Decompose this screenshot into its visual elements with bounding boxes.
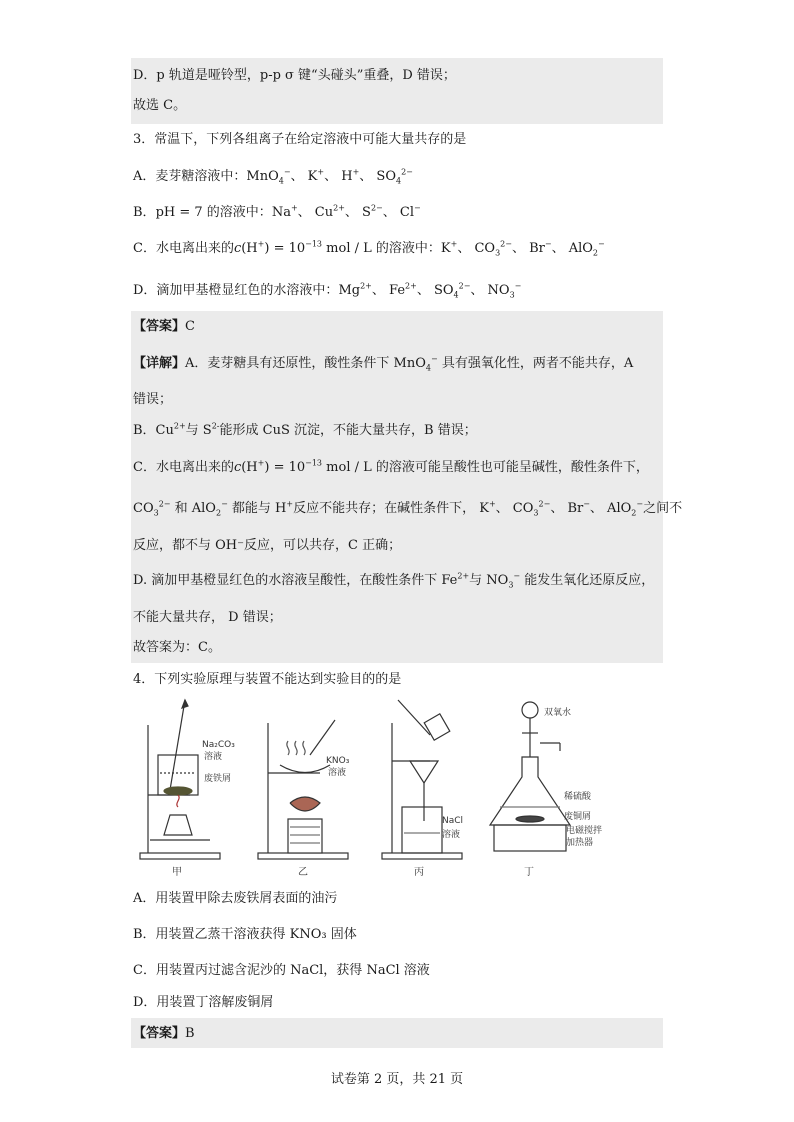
answer-value-q4: B (185, 1026, 195, 1041)
question-4-option-d: D．用装置丁溶解废铜屑 (133, 995, 274, 1010)
label-feitiexie: 废铁屑 (204, 774, 232, 784)
detail-d1-post: 能发生氧化还原反应， (524, 573, 655, 588)
detail-c-line-2: $CO_3^{2-}$ 和 AlO$_2$− 都能与 H+反应不能共存；在碱性条件下， K+、 $CO_3^{2-}$、 Br−、 AlO$_2$−之间不 (133, 499, 683, 518)
question-3-option-a: A．麦芽糖溶液中：MnO$_4$−、 K+、 H+、 $SO_4^{2-}$ (133, 167, 413, 186)
option-c-suffix: 的溶液中： (375, 241, 441, 256)
label-na2co3: Na₂CO₃ (202, 740, 235, 750)
label-jia: 甲 (172, 867, 182, 878)
detail-a-line-2: 错误； (133, 392, 173, 407)
detail-conclusion: 故答案为：C。 (133, 640, 221, 655)
detail-d-line-2: 不能大量共存， D 错误； (133, 610, 282, 625)
apparatus-figure (130, 695, 650, 880)
label-feitongxie: 废铜屑 (564, 812, 592, 822)
label-heater-2: 加热器 (566, 838, 594, 848)
option-a-prefix: A．麦芽糖溶液中： (133, 169, 247, 184)
answer-label: 【答案】 (133, 319, 186, 334)
answer-label-q4: 【答案】 (133, 1026, 186, 1041)
option-b-prefix: B． (133, 205, 156, 220)
label-heater-1: 电磁搅拌 (566, 826, 603, 836)
detail-a1-pre: A．麦芽糖具有还原性，酸性条件下 MnO (185, 356, 426, 371)
question-3-answer (133, 318, 195, 336)
question-3-option-c: C．水电离出来的$c(H^+) = 10^{-13}$ mol / L 的溶液中：K+、 $CO_3^{2-}$、 Br−、 AlO$_2$− (133, 239, 605, 258)
label-shuangyangshui: 双氧水 (544, 708, 572, 718)
detail-b: B．$Cu^{2+}$与 $S^{2-}$能形成 CuS 沉淀，不能大量共存，B 错误； (133, 421, 477, 438)
apparatus-ding (490, 702, 602, 878)
detail-c1-post: 的溶液可能呈酸性也可能呈碱性，酸性条件下， (375, 460, 649, 475)
detail-d1-pre: D. 滴加甲基橙显红色的水溶液呈酸性，在酸性条件下 Fe (133, 573, 458, 588)
detail-c2-end: 之间不 (643, 501, 683, 516)
question-3-stem: 3．常温下，下列各组离子在给定溶液中可能大量共存的是 (133, 132, 467, 147)
label-yi: 乙 (298, 867, 308, 878)
label-ding: 丁 (524, 867, 534, 878)
detail-label: 【详解】 (133, 356, 186, 371)
detail-a1-post: 具有强氧化性，两者不能共存，A (441, 356, 634, 371)
label-kno3: KNO₃ (326, 756, 350, 766)
detail-c2-mid: 都能与 H (231, 501, 287, 516)
question-3-option-d: D．滴加甲基橙显红色的水溶液中：$Mg^{2+}$、 $Fe^{2+}$、 $SO_4^{2-}$、 $NO_3^-$ (133, 281, 522, 300)
question-3-option-b: B．pH = 7 的溶液中：Na+、 $Cu^{2+}$、 $S^{2-}$、 Cl− (133, 203, 421, 220)
apparatus-bing (382, 700, 463, 878)
answer-value: C (185, 319, 195, 334)
answer-block-q4 (131, 1018, 663, 1048)
question-4-option-a: A．用装置甲除去废铁屑表面的油污 (133, 891, 338, 906)
detail-a-line-1: 【详解】A．麦芽糖具有还原性，酸性条件下 MnO$_4$− 具有强氧化性，两者不能共存，A (133, 354, 634, 373)
question-4-option-c: C．用装置丙过滤含泥沙的 NaCl，获得 NaCl 溶液 (133, 963, 430, 978)
option-d-prefix: D．滴加甲基橙显红色的水溶液中： (133, 283, 339, 298)
label-bing: 丙 (414, 867, 424, 878)
page-footer: 试卷第 2 页，共 21 页 (330, 1072, 464, 1087)
label-rongye-2: 溶液 (328, 768, 347, 778)
apparatus-yi (258, 720, 350, 878)
question-4-option-b: B．用装置乙蒸干溶液获得 KNO₃ 固体 (133, 927, 357, 942)
option-b-mid: 的溶液中： (206, 205, 272, 220)
detail-d1-mid: 与 NO (469, 573, 509, 588)
option-c-prefix: C．水电离出来的 (133, 241, 234, 256)
detail-d-line-1: D. 滴加甲基橙显红色的水溶液呈酸性，在酸性条件下 $Fe^{2+}$与 $NO_3^-$ 能发生氧化还原反应， (133, 571, 655, 590)
detail-c2-post: 反应不能共存；在碱性条件下， (293, 501, 476, 516)
prev-conclusion: 故选 C。 (133, 98, 187, 113)
detail-b-text: 能形成 CuS 沉淀，不能大量共存，B 错误； (219, 423, 477, 438)
detail-c-line-1: C．水电离出来的$c(H^+) = 10^{-13}$ mol / L 的溶液可能呈酸性也可能呈碱性，酸性条件下， (133, 458, 649, 475)
prev-option-d-text: D．p 轨道是哑铃型，p-p σ 键“头碰头”重叠，D 错误； (133, 68, 456, 83)
question-4-answer (133, 1025, 195, 1043)
label-rongye-3: 溶液 (442, 830, 461, 840)
detail-c-line-3: 反应，都不与 OH⁻反应，可以共存，C 正确； (133, 538, 402, 553)
question-4-stem: 4．下列实验原理与装置不能达到实验目的的是 (133, 672, 402, 687)
label-nacl: NaCl (442, 816, 464, 826)
label-xiliusuan: 稀硫酸 (564, 792, 592, 802)
detail-c1-pre: C．水电离出来的 (133, 460, 234, 475)
label-rongye-1: 溶液 (204, 752, 223, 762)
apparatus-jia (140, 700, 235, 878)
